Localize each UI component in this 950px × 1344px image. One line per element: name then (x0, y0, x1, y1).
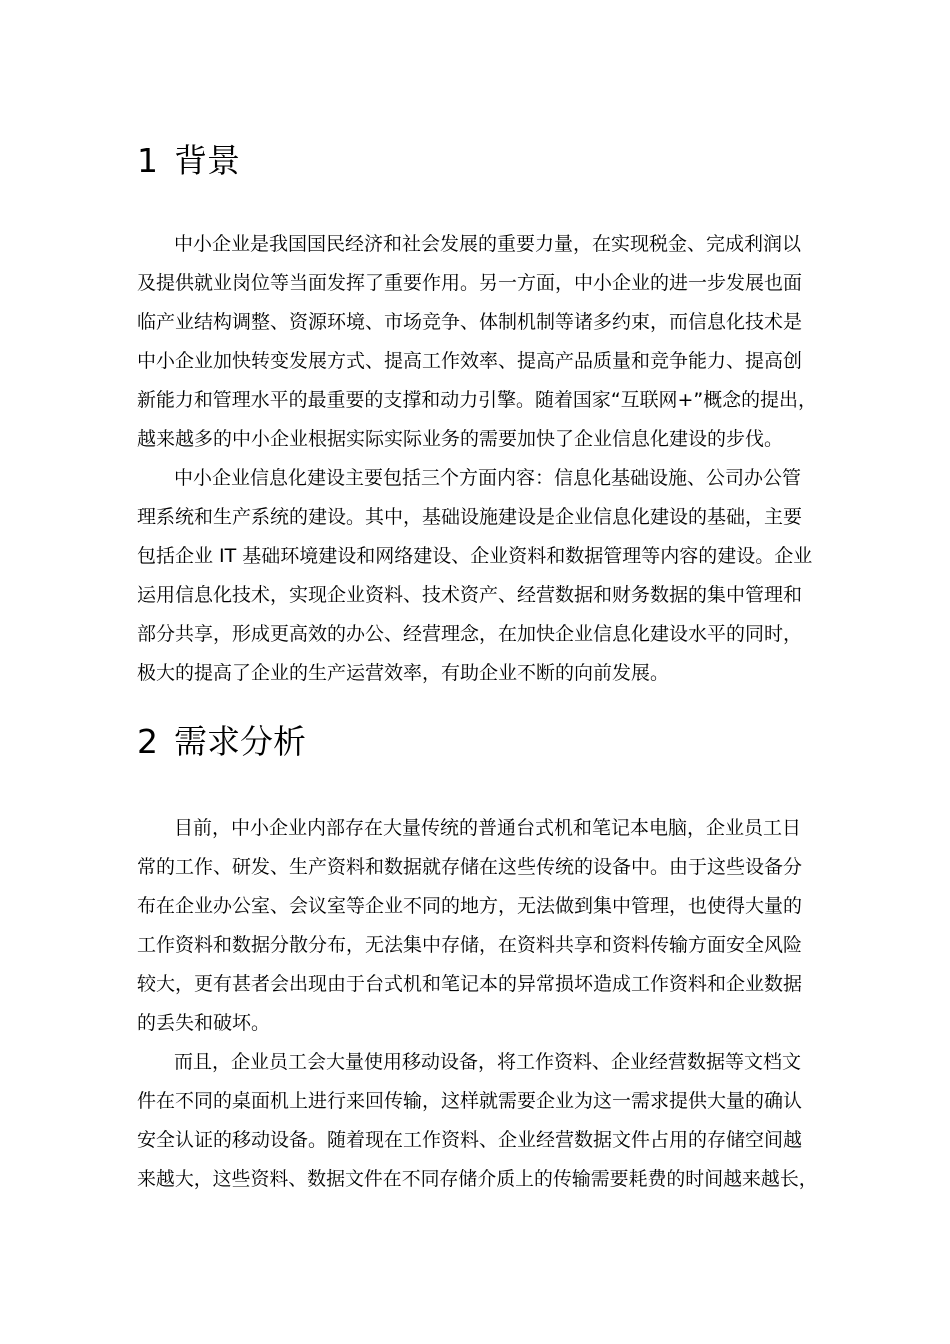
paragraph-line: 部分共享，形成更高效的办公、经营理念，在加快企业信息化建设水平的同时， (137, 623, 803, 645)
paragraph-line: 中小企业是我国国民经济和社会发展的重要力量，在实现税金、完成利润以 (174, 233, 802, 255)
paragraph-line: 件在不同的桌面机上进行来回传输，这样就需要企业为这一需求提供大量的确认 (137, 1090, 803, 1112)
section-title: 背景 (174, 141, 240, 180)
paragraph-line: 而且，企业员工会大量使用移动设备，将工作资料、企业经营数据等文档文 (174, 1051, 802, 1073)
paragraph-line: 新能力和管理水平的最重要的支撑和动力引擎。随着国家“互联网+”概念的提出， (137, 389, 817, 411)
section-number: 2 (137, 722, 158, 761)
paragraph-line: 目前，中小企业内部存在大量传统的普通台式机和笔记本电脑，企业员工日 (174, 817, 802, 839)
section-heading-background (137, 141, 240, 181)
paragraph-line: 越来越多的中小企业根据实际实际业务的需要加快了企业信息化建设的步伐。 (137, 428, 784, 450)
section-number: 1 (137, 141, 158, 180)
paragraph-line: 较大，更有甚者会出现由于台式机和笔记本的异常损坏造成工作资料和企业数据 (137, 973, 803, 995)
paragraph-line: 来越大，这些资料、数据文件在不同存储介质上的传输需要耗费的时间越来越长， (137, 1168, 818, 1190)
paragraph-line: 理系统和生产系统的建设。其中，基础设施建设是企业信息化建设的基础，主要 (137, 506, 803, 528)
paragraph-line: 布在企业办公室、会议室等企业不同的地方，无法做到集中管理，也使得大量的 (137, 895, 803, 917)
paragraph-line: 的丢失和破坏。 (137, 1012, 271, 1034)
paragraph-line: 安全认证的移动设备。随着现在工作资料、企业经营数据文件占用的存储空间越 (137, 1129, 803, 1151)
paragraph-line: 工作资料和数据分散分布，无法集中存储，在资料共享和资料传输方面安全风险 (137, 934, 803, 956)
section-heading-requirements (137, 722, 306, 762)
paragraph-line: 极大的提高了企业的生产运营效率，有助企业不断的向前发展。 (137, 662, 670, 684)
paragraph-line: 包括企业 IT 基础环境建设和网络建设、企业资料和数据管理等内容的建设。企业 (137, 545, 813, 567)
paragraph-line: 及提供就业岗位等当面发挥了重要作用。另一方面，中小企业的进一步发展也面 (137, 272, 803, 294)
paragraph-line: 常的工作、研发、生产资料和数据就存储在这些传统的设备中。由于这些设备分 (137, 856, 803, 878)
paragraph-line: 中小企业信息化建设主要包括三个方面内容：信息化基础设施、公司办公管 (174, 467, 802, 489)
section-title: 需求分析 (174, 722, 306, 761)
paragraph-line: 运用信息化技术，实现企业资料、技术资产、经营数据和财务数据的集中管理和 (137, 584, 803, 606)
paragraph-line: 临产业结构调整、资源环境、市场竞争、体制机制等诸多约束，而信息化技术是 (137, 311, 803, 333)
paragraph-line: 中小企业加快转变发展方式、提高工作效率、提高产品质量和竞争能力、提高创 (137, 350, 803, 372)
